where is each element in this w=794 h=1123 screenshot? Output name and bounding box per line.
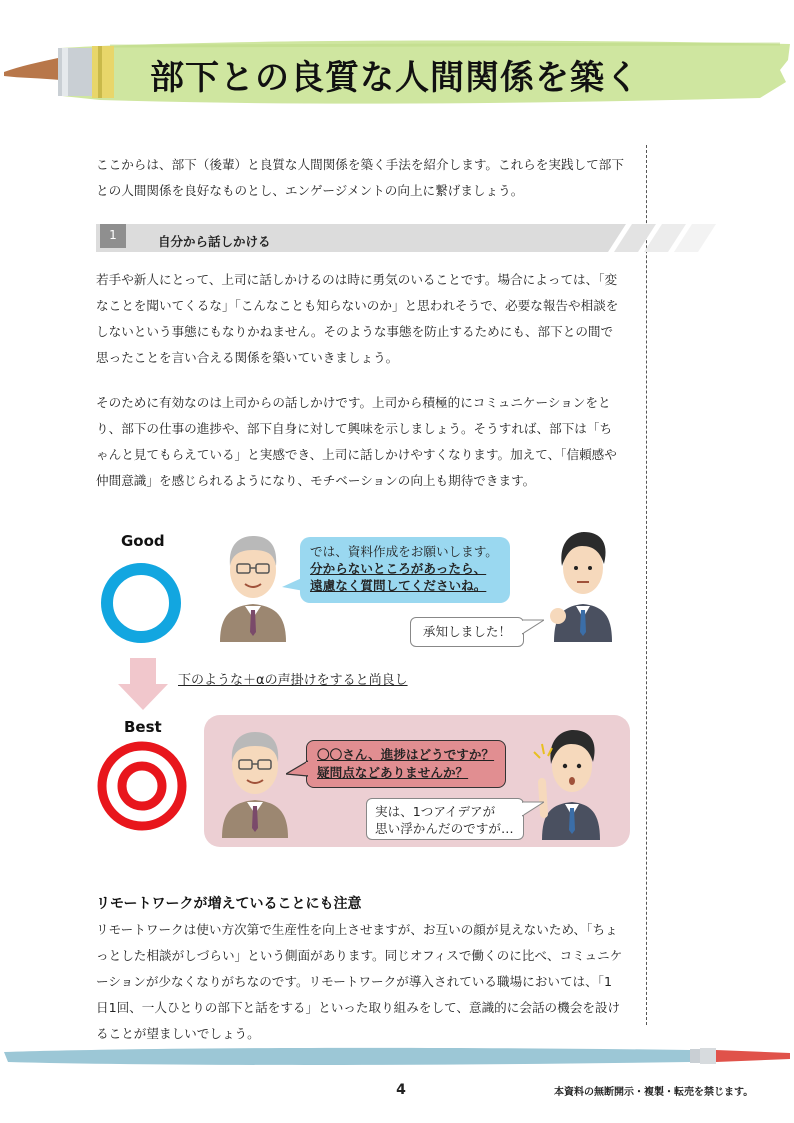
paintbrush-icon — [690, 1048, 790, 1064]
best-bubble-line-1: 〇〇さん、進捗はどうですか？ — [317, 747, 495, 762]
footer-brush — [0, 1040, 794, 1070]
best-reply-bubble — [366, 798, 524, 840]
subordinate-illustration — [546, 522, 620, 642]
best-bubble-line-2: 疑問点などありませんか？ — [317, 765, 469, 780]
boss-illustration-best — [214, 720, 296, 838]
tip-text: 下のような＋αの声掛けをすると尚良し — [178, 673, 408, 688]
best-reply-line-2: 思い浮かんだのですが… — [375, 821, 514, 836]
good-reply-bubble: 承知しました！ — [410, 617, 524, 647]
section-paragraph-2: そのために有効なのは上司からの話しかけです。上司から積極的にコミュニケーションをとり、部下の仕事の進捗や、部下自身に対して興味を示しましょう。そうすれば、部下は「ちゃんと見てもらえている」と実感でき、上司に話しかけやすくなります。加えて、「信頼感や仲間意識」を感じられるようになり、モチベーションの向上も期待できます。 — [96, 395, 617, 488]
best-double-circle-icon — [96, 740, 188, 832]
good-speech-bubble — [300, 537, 510, 603]
good-bubble-line-2: 分からないところがあったら、 — [310, 561, 487, 576]
section-paragraph-1: 若手や新人にとって、上司に話しかけるのは時に勇気のいることです。場合によっては、「変なことを聞いてくるな」「こんなことも知らないのか」と思われそうで、必要な報告や相談をしないという事態にもなりかねません。そのような事態を防止するためにも、部下との間で思ったことを言い合える関係を築いていきましょう。 — [96, 272, 619, 365]
subordinate-illustration-best — [530, 718, 610, 840]
margin-divider — [646, 145, 647, 1025]
intro-text: ここからは、部下（後輩）と良質な人間関係を築く手法を紹介します。これらを実践して部下との人間関係を良好なものとし、エンゲージメントの向上に繋げましょう。 — [96, 157, 624, 198]
paintbrush-icon — [4, 46, 114, 98]
best-label: Best — [124, 718, 162, 736]
section-title: 自分から話しかける — [158, 234, 271, 249]
best-bubble-tail — [286, 760, 308, 780]
copyright-notice: 本資料の無断開示・複製・転売を禁じます。 — [554, 1087, 754, 1098]
remote-paragraph: リモートワークは使い方次第で生産性を向上させますが、お互いの顔が見えないため、「ちょっとした相談がしづらい」という側面があります。同じオフィスで働くのに比べ、コミュニケーションが少なくなりがちなのです。リモートワークが導入されている職場においては、「1日1回、一人ひとりの部下と話をする」といった取り組みをして、意識的に会話の機会を設けることが望ましいでしょう。 — [96, 922, 623, 1041]
section-number: 1 — [109, 228, 117, 242]
best-reply-line-1: 実は、1つアイデアが — [375, 804, 496, 819]
good-bubble-line-1: では、資料作成をお願いします。 — [310, 544, 498, 559]
good-bubble-tail — [282, 575, 304, 595]
page-title: 部下との良質な人間関係を築く — [150, 58, 640, 98]
best-reply-tail — [522, 800, 544, 818]
good-reply-tail — [522, 618, 544, 636]
good-bubble-line-3: 遠慮なく質問してくださいね。 — [310, 578, 487, 593]
good-circle-icon — [100, 562, 182, 644]
down-arrow-icon — [118, 658, 168, 710]
remote-heading: リモートワークが増えていることにも注意 — [96, 896, 362, 912]
good-label: Good — [121, 532, 165, 550]
best-speech-bubble — [306, 740, 506, 788]
page-number: 4 — [396, 1082, 406, 1098]
